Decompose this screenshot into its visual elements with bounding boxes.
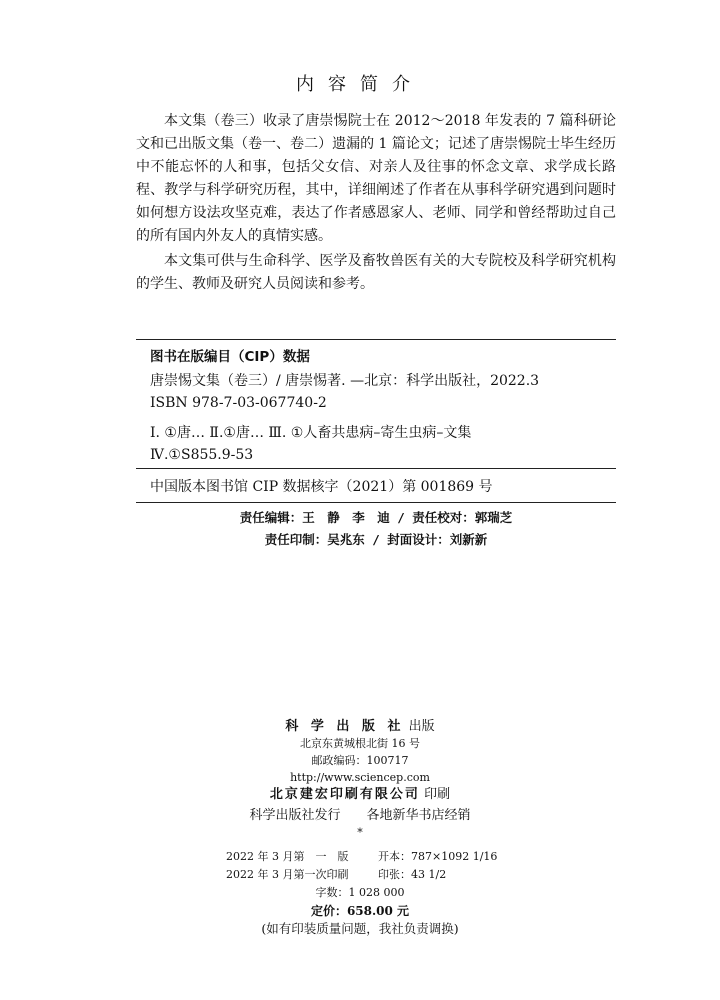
publisher-suffix: 出版 bbox=[408, 719, 435, 734]
summary-title: 内容简介 bbox=[296, 74, 424, 95]
cip-bottom-rule bbox=[136, 502, 616, 503]
printer-suffix: 印刷 bbox=[424, 787, 451, 802]
cip-isbn: ISBN 978-7-03-067740-2 bbox=[150, 395, 327, 411]
edition: 2022 年 3 月第 一 版 bbox=[226, 850, 349, 863]
cip-classification: Ⅰ. ①唐… Ⅱ.①唐… Ⅲ. ①人畜共患病–寄生虫病–文集 bbox=[150, 425, 472, 441]
cip-top-rule bbox=[136, 339, 616, 340]
publisher-address: 北京东黄城根北街 16 号 bbox=[300, 737, 420, 750]
separator-star: * bbox=[357, 826, 363, 839]
credits-production: 责任印制：吴兆东 / 封面设计：刘新新 bbox=[264, 532, 488, 547]
price-block bbox=[0, 884, 720, 938]
publisher-line bbox=[0, 718, 720, 735]
cip-record-block bbox=[136, 476, 616, 498]
cip-classification-2: Ⅳ.①S855.9-53 bbox=[150, 447, 254, 463]
publisher-block bbox=[0, 718, 720, 841]
distribution: 科学出版社发行 各地新华书店经销 bbox=[249, 808, 471, 823]
printer-name: 北京建宏印刷有限公司 bbox=[269, 787, 420, 802]
printing: 2022 年 3 月第一次印刷 bbox=[226, 868, 349, 881]
wordcount: 字数：1 028 000 bbox=[315, 886, 405, 899]
specs-block bbox=[226, 848, 516, 884]
price: 定价：658.00 元 bbox=[310, 904, 410, 918]
publisher-name: 科 学 出 版 社 bbox=[285, 719, 405, 734]
publisher-url: http://www.sciencep.com bbox=[290, 771, 430, 784]
summary-paragraph: 本文集（卷三）收录了唐崇惕院士在 2012～2018 年发表的 7 篇科研论文和已出版文集（卷一、卷二）遗漏的 1 篇论文；记述了唐崇惕院士毕生经历中不能忘怀的人和事，包括父女信、对亲人及往事的怀念文章、求学成长路程、教学与科学研究历程，其中，详细阐述了作者在从事科学研究遇到问题时如何想方设法攻坚克难，表达了作者感恩家人、老师、同学和曾经帮助过自己的所有国内外友人的真情实感。 bbox=[136, 113, 616, 244]
credits bbox=[136, 507, 616, 551]
summary-body bbox=[136, 110, 616, 298]
summary-paragraph: 本文集可供与生命科学、医学及畜牧兽医有关的大专院校及科学研究机构的学生、教师及研究人员阅读和参考。 bbox=[136, 253, 616, 292]
quality-note: (如有印装质量问题，我社负责调换) bbox=[261, 921, 459, 936]
cip-mid-rule bbox=[136, 468, 616, 469]
sheets: 印张：43 1/2 bbox=[378, 868, 447, 881]
cip-title-line: 唐崇惕文集（卷三）/ 唐崇惕著. —北京：科学出版社，2022.3 bbox=[150, 373, 540, 389]
printer-line bbox=[0, 786, 720, 803]
cip-heading: 图书在版编目（CIP）数据 bbox=[150, 349, 310, 365]
publisher-postcode: 邮政编码：100717 bbox=[311, 754, 409, 767]
cip-block bbox=[136, 346, 616, 466]
credits-editors: 责任编辑：王 静 李 迪 / 责任校对：郭瑞芝 bbox=[239, 510, 513, 525]
cip-record: 中国版本图书馆 CIP 数据核字（2021）第 001869 号 bbox=[150, 479, 493, 495]
format: 开本：787×1092 1/16 bbox=[378, 850, 498, 863]
